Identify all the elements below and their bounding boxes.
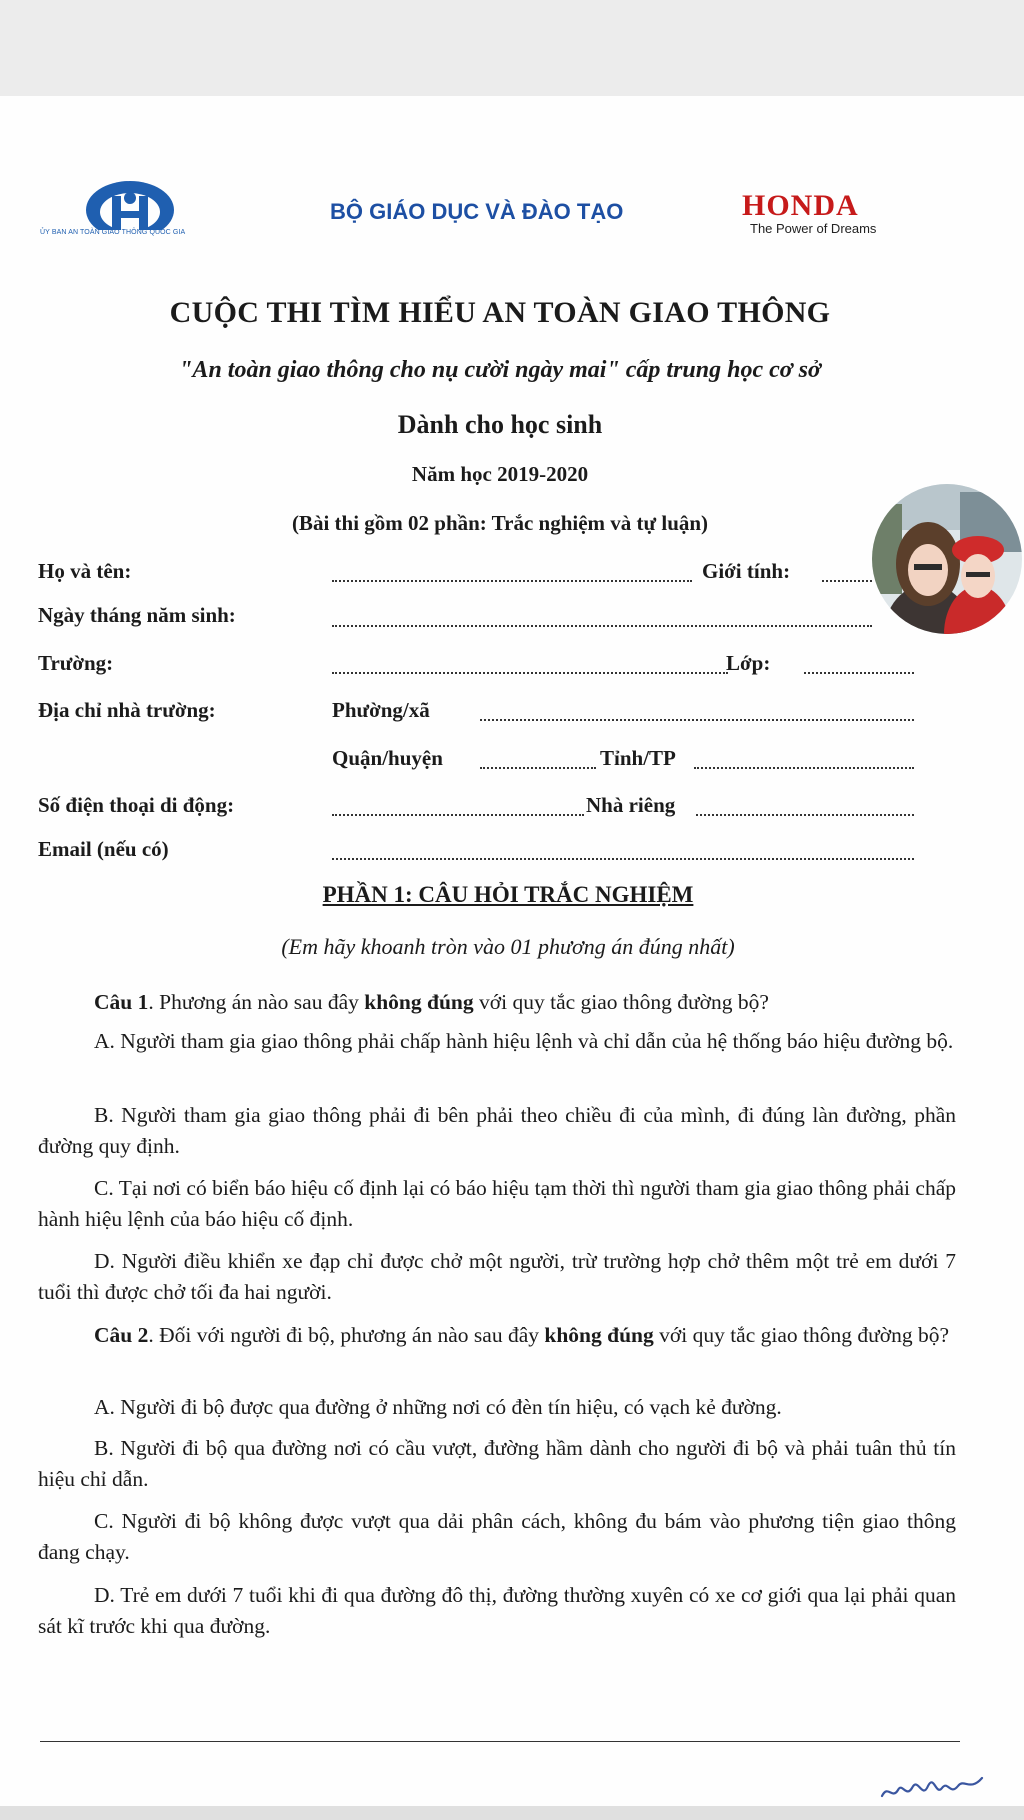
footer-divider: [40, 1741, 960, 1742]
district-field[interactable]: [480, 767, 596, 769]
mobile-label: Số điện thoại di động:: [38, 793, 235, 817]
class-label: Lớp:: [726, 651, 771, 675]
committee-caption: ỦY BAN AN TOÀN GIAO THÔNG QUỐC GIA: [40, 229, 186, 236]
ward-field[interactable]: [480, 719, 914, 721]
question-label: Câu 1: [94, 990, 149, 1014]
school-address-label: Địa chỉ nhà trường:: [38, 698, 216, 722]
question-2-option-c[interactable]: C. Người đi bộ không được vượt qua dải phân cách, không đu bám vào phương tiện giao thông đang chạy.: [38, 1509, 956, 1564]
section-title: PHẦN 1: CÂU HỎI TRẮC NGHIỆM: [322, 882, 694, 907]
contest-title: CUỘC THI TÌM HIỂU AN TOÀN GIAO THÔNG: [169, 296, 831, 329]
question-1-option-d[interactable]: D. Người điều khiển xe đạp chỉ được chở một người, trừ trường hợp chở thêm một trẻ em dưới 7 tuổi thì được chở tối đa hai người.: [38, 1249, 956, 1304]
district-label: Quận/huyện: [332, 746, 443, 770]
province-field[interactable]: [694, 767, 914, 769]
parts-note: (Bài thi gồm 02 phần: Trắc nghiệm và tự luận): [291, 511, 709, 535]
question-2-option-a[interactable]: A. Người đi bộ được qua đường ở những nơi có đèn tín hiệu, có vạch kẻ đường.: [94, 1395, 782, 1419]
contest-subtitle: "An toàn giao thông cho nụ cười ngày mai" cấp trung học cơ sở: [179, 357, 821, 383]
province-label: Tỉnh/TP: [600, 746, 676, 770]
home-phone-label: Nhà riêng: [586, 793, 676, 817]
ministry-name: BỘ GIÁO DỤC VÀ ĐÀO TẠO: [330, 199, 624, 224]
avatar: [872, 484, 1022, 634]
signature: [878, 1766, 988, 1806]
question-1-option-a[interactable]: A. Người tham gia giao thông phải chấp hành hiệu lệnh và chỉ dẫn của hệ thống báo hiệu đường bộ.: [94, 1029, 954, 1053]
top-margin: [0, 0, 1024, 96]
mobile-field[interactable]: [332, 814, 584, 816]
home-phone-field[interactable]: [696, 814, 914, 816]
section-instruction: (Em hãy khoanh tròn vào 01 phương án đúng nhất): [281, 934, 735, 959]
question-1-option-b[interactable]: B. Người tham gia giao thông phải đi bên phải theo chiều đi của mình, đi đúng làn đường, phần đường quy định.: [38, 1103, 956, 1158]
honda-logo: HONDA: [742, 189, 859, 222]
question-1-stem: Câu 1. Phương án nào sau đây không đúng với quy tắc giao thông đường bộ?: [94, 990, 769, 1014]
school-label: Trường:: [38, 651, 114, 675]
school-field[interactable]: [332, 672, 728, 674]
question-2-stem: Câu 2. Đối với người đi bộ, phương án nào sau đây không đúng với quy tắc giao thông đường bộ?: [94, 1323, 950, 1347]
gender-field[interactable]: [822, 580, 872, 582]
honda-tagline: The Power of Dreams: [750, 221, 877, 236]
school-year: Năm học 2019-2020: [411, 462, 589, 486]
question-label: Câu 2: [94, 1323, 149, 1347]
dob-field[interactable]: [332, 625, 872, 627]
gender-label: Giới tính:: [702, 559, 791, 583]
dob-label: Ngày tháng năm sinh:: [38, 603, 236, 627]
bottom-margin: [0, 1806, 1024, 1820]
ward-label: Phường/xã: [332, 698, 430, 722]
name-field[interactable]: [332, 580, 692, 582]
audience: Dành cho học sinh: [397, 410, 603, 439]
email-label: Email (nếu có): [38, 837, 169, 861]
email-field[interactable]: [332, 858, 914, 860]
class-field[interactable]: [804, 672, 914, 674]
name-label: Họ và tên:: [38, 559, 132, 583]
question-2-option-d[interactable]: D. Trẻ em dưới 7 tuổi khi đi qua đường đô thị, đường thường xuyên có xe cơ giới qua lại phải quan sát kĩ trước khi qua đường.: [38, 1583, 956, 1638]
question-2-option-b[interactable]: B. Người đi bộ qua đường nơi có cầu vượt, đường hầm dành cho người đi bộ và phải tuân thủ tín hiệu chỉ dẫn.: [38, 1436, 956, 1491]
question-1-option-c[interactable]: C. Tại nơi có biển báo hiệu cố định lại có báo hiệu tạm thời thì người tham gia giao thông phải chấp hành hiệu lệnh của báo hiệu cố định.: [38, 1176, 956, 1231]
